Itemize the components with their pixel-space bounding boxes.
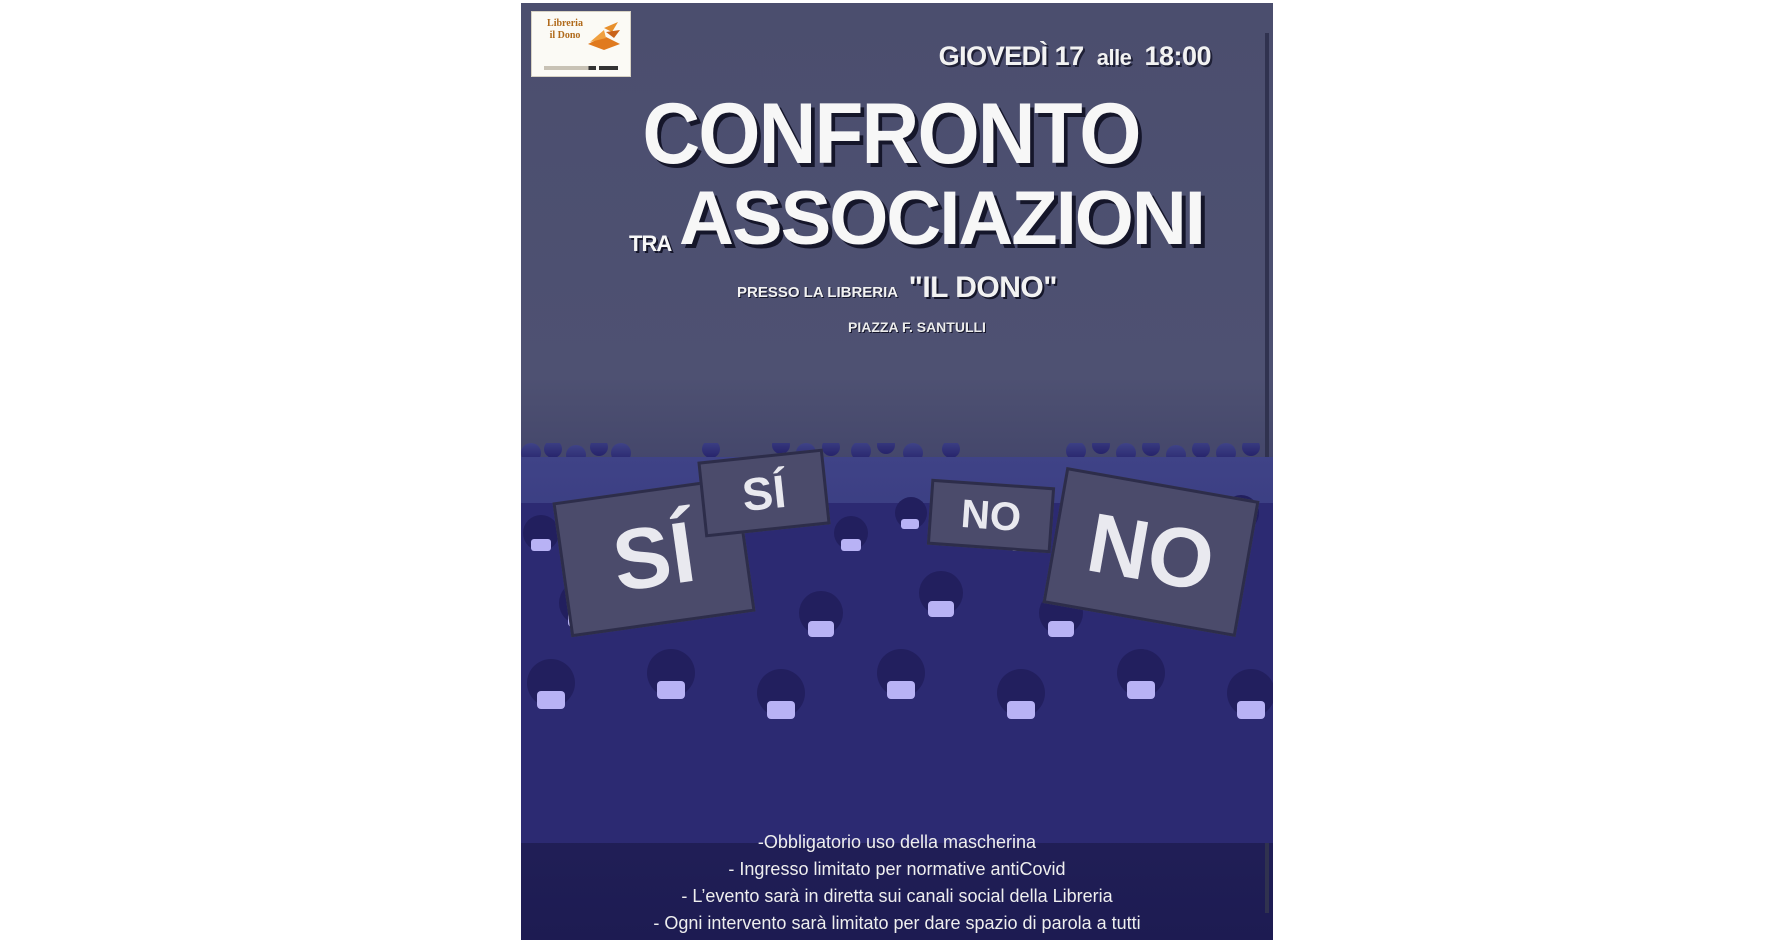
- sign-si-left-text: SÍ: [607, 503, 701, 611]
- event-date: [521, 41, 1211, 72]
- event-at: alle: [1096, 45, 1132, 70]
- venue-address: PIAZZA F. SANTULLI: [848, 319, 986, 335]
- poster-title-line1: CONFRONTO: [642, 86, 1140, 182]
- event-time: 18:00: [1144, 41, 1211, 71]
- sign-no-middle: [927, 479, 1055, 553]
- venue-name: "IL DONO": [908, 271, 1057, 304]
- sign-si-middle-text: SÍ: [739, 464, 789, 522]
- venue-line: [521, 271, 1273, 305]
- event-notes: [521, 829, 1273, 937]
- sign-no-right-text: NO: [1080, 494, 1222, 610]
- note-item: - Ogni intervento sarà limitato per dare spazio di parola a tutti: [653, 913, 1141, 933]
- sign-no-middle-text: NO: [959, 491, 1023, 541]
- venue-prefix: PRESSO LA LIBRERIA: [737, 284, 899, 301]
- note-item: - Ingresso limitato per normative antiCovid: [728, 859, 1066, 879]
- sign-si-middle: [697, 449, 830, 538]
- poster-title-line2: [629, 176, 1204, 269]
- event-poster: [521, 3, 1273, 940]
- event-day: GIOVEDÌ 17: [938, 41, 1084, 71]
- note-item: -Obbligatorio uso della mascherina: [757, 832, 1037, 852]
- note-item: - L’evento sarà in diretta sui canali social della Libreria: [681, 886, 1113, 906]
- logo-text: Libreria il Dono: [547, 18, 583, 41]
- poster-title-main: ASSOCIAZIONI: [679, 176, 1204, 261]
- poster-title-small: TRA: [629, 231, 672, 256]
